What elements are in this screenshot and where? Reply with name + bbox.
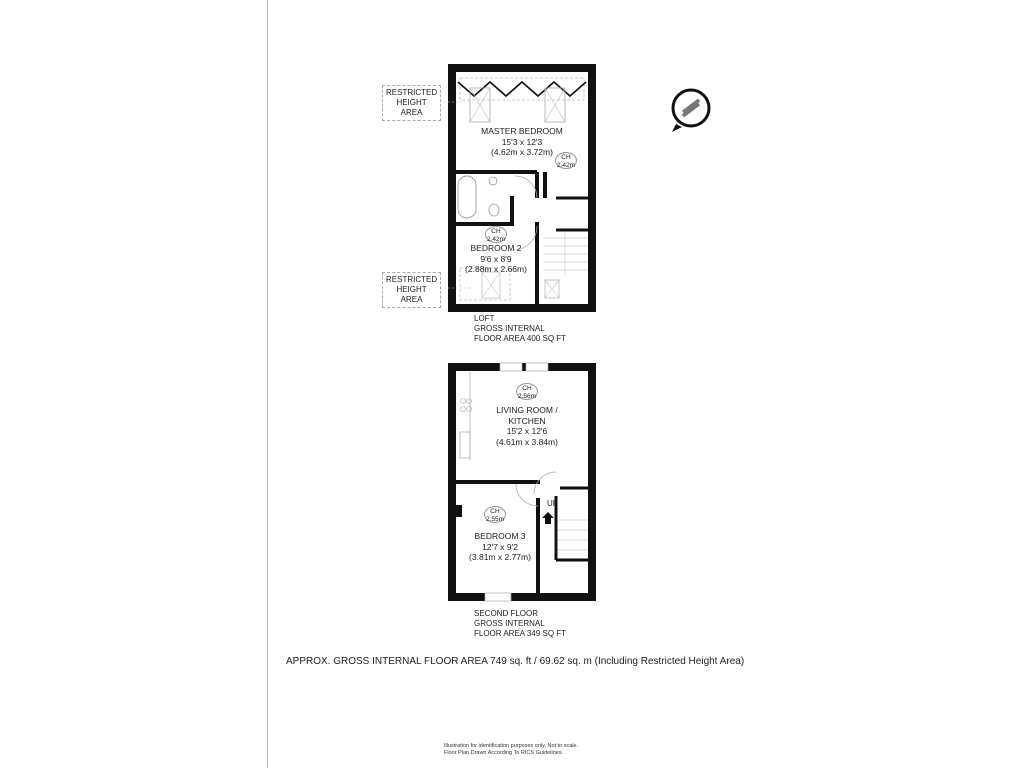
north-arrow-icon xyxy=(672,90,709,132)
room-label-bedroom-2 xyxy=(458,243,534,275)
caption-line: FLOOR AREA 400 SQ FT xyxy=(474,334,567,343)
disclaimer-line: Floor Plan Drawn According To RICS Guidelines. xyxy=(444,750,564,756)
room-name: LIVING ROOM / xyxy=(496,405,558,415)
label-line: AREA xyxy=(400,295,423,304)
ceiling-height-badge xyxy=(484,506,506,523)
disclaimer xyxy=(444,743,578,757)
room-label-living-room-kitchen xyxy=(484,405,570,447)
ceiling-label: CH xyxy=(490,508,500,515)
ceiling-value: 2.42m xyxy=(556,161,576,169)
second-floor-area-caption xyxy=(474,609,566,639)
ceiling-value: 2.56m xyxy=(517,392,537,400)
label-line: RESTRICTED xyxy=(386,88,438,97)
room-dimensions-metric: (2.88m x 2.66m) xyxy=(465,264,527,274)
ceiling-height-badge xyxy=(555,152,577,169)
restricted-height-label xyxy=(382,85,441,121)
ceiling-height-badge xyxy=(516,383,538,400)
room-label-master-bedroom xyxy=(476,126,568,158)
restricted-height-label xyxy=(382,272,441,308)
room-name: MASTER BEDROOM xyxy=(481,126,563,136)
room-dimensions-metric: (3.81m x 2.77m) xyxy=(469,552,531,562)
label-line: AREA xyxy=(400,108,423,117)
ceiling-height-badge xyxy=(485,226,507,243)
room-dimensions-imperial: 12'7 x 9'2 xyxy=(482,541,518,552)
room-name: BEDROOM 2 xyxy=(470,243,522,253)
room-dimensions-imperial: 15'2 x 12'6 xyxy=(506,426,548,436)
ceiling-value: 2.42m xyxy=(486,235,506,243)
label-line: HEIGHT xyxy=(396,98,427,107)
label-line: HEIGHT xyxy=(396,285,427,294)
label-line: RESTRICTED xyxy=(386,275,438,284)
ceiling-label: CH xyxy=(522,385,532,392)
room-dimensions-imperial: 9'6 x 8'9 xyxy=(480,253,512,264)
caption-line: LOFT xyxy=(474,314,495,323)
stairs-up-label: UP xyxy=(547,499,559,508)
room-dimensions-metric: (4.62m x 3.72m) xyxy=(491,147,553,157)
ceiling-label: CH xyxy=(491,228,501,235)
room-dimensions-metric: (4.61m x 3.84m) xyxy=(496,436,558,447)
caption-line: FLOOR AREA 349 SQ FT xyxy=(474,629,567,638)
disclaimer-line: Illustration for identification purposes only. Not to scale. xyxy=(444,743,579,749)
caption-line: GROSS INTERNAL xyxy=(474,619,545,628)
caption-line: SECOND FLOOR xyxy=(474,609,539,618)
caption-line: GROSS INTERNAL xyxy=(474,324,545,333)
total-floor-area: APPROX. GROSS INTERNAL FLOOR AREA 749 sq. ft / 69.62 sq. m (Including Restricted Height Area) xyxy=(286,656,745,667)
room-name: KITCHEN xyxy=(508,415,546,426)
ceiling-value: 2.55m xyxy=(485,515,505,523)
loft-area-caption xyxy=(474,314,566,344)
ceiling-label: CH xyxy=(561,154,571,161)
room-dimensions-imperial: 15'3 x 12'3 xyxy=(501,136,543,147)
room-name: BEDROOM 3 xyxy=(474,531,526,541)
room-label-bedroom-3 xyxy=(462,531,538,563)
